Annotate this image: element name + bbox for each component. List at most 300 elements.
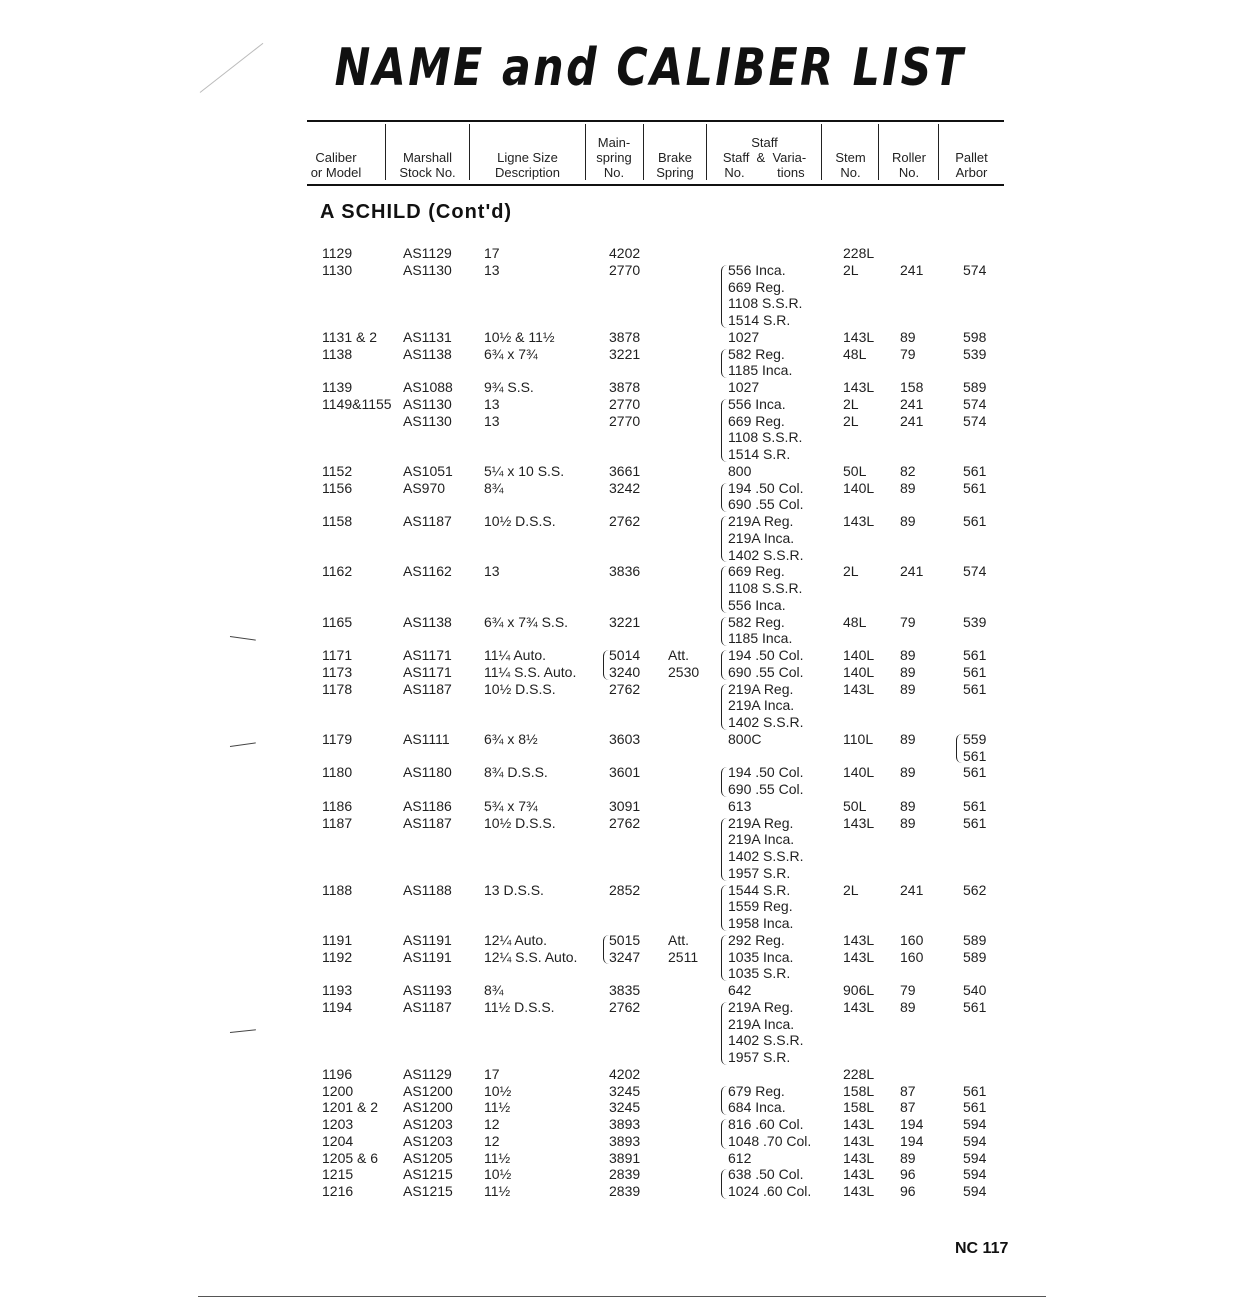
cell-main: 3835 xyxy=(609,982,641,998)
cell-staff: 1559 Reg. xyxy=(728,898,793,915)
cell-stock: AS1138 xyxy=(403,613,452,630)
cell-stock: AS1162 xyxy=(403,563,452,580)
cell-ligne: 11¼ S.S. Auto. xyxy=(484,663,577,680)
page-number: NC 117 xyxy=(955,1240,1009,1257)
brace xyxy=(603,650,609,680)
cell-caliber: 1194 xyxy=(322,998,353,1015)
cell-caliber: 1201 & 2 xyxy=(322,1099,379,1116)
cell-roller: 241 xyxy=(900,261,924,278)
cell-caliber: 1200 xyxy=(322,1082,354,1099)
cell-ligne: 13 xyxy=(484,395,500,412)
cell-staff: 638 .50 Col. xyxy=(728,1166,804,1183)
cell-stock: AS1187 xyxy=(403,513,452,529)
cell-stem: 143L xyxy=(843,1183,875,1199)
cell-main: 5015 xyxy=(609,931,641,948)
cell-main: 2839 xyxy=(609,1166,641,1183)
cell-staff: 800C xyxy=(728,730,762,747)
cell-ligne: 13 D.S.S. xyxy=(484,881,544,898)
cell-caliber: 1188 xyxy=(322,881,353,898)
cell-staff: 292 Reg. xyxy=(728,931,785,948)
cell-main: 2762 xyxy=(609,998,641,1015)
cell-main: 2770 xyxy=(609,412,641,429)
cell-pallet: 561 xyxy=(963,797,987,814)
cell-stock: AS1131 xyxy=(403,328,452,345)
cell-roller: 89 xyxy=(900,730,916,747)
cell-caliber: 1205 & 6 xyxy=(322,1149,379,1166)
brace xyxy=(721,516,727,562)
header-brake-spring xyxy=(643,122,707,182)
header-text: No. tions xyxy=(724,165,805,180)
cell-main: 3891 xyxy=(609,1149,641,1166)
cell-ligne: 6¾ x 7¾ xyxy=(484,345,538,362)
cell-staff: 1544 S.R. xyxy=(728,881,791,898)
cell-pallet: 561 xyxy=(963,479,987,496)
cell-ligne: 10½ D.S.S. xyxy=(484,680,556,697)
cell-roller: 194 xyxy=(900,1116,924,1132)
cell-roller: 87 xyxy=(900,1082,916,1099)
cell-main: 4202 xyxy=(609,245,641,261)
cell-staff: 556 Inca. xyxy=(728,261,786,278)
cell-main: 2762 xyxy=(609,680,641,697)
cell-caliber: 1187 xyxy=(322,814,353,831)
cell-staff: 816 .60 Col. xyxy=(728,1116,804,1132)
cell-staff: 1108 S.S.R. xyxy=(728,429,803,446)
cell-caliber: 1216 xyxy=(322,1183,354,1199)
brace xyxy=(721,617,727,647)
column-separator xyxy=(821,124,822,180)
cell-pallet: 561 xyxy=(963,462,987,479)
cell-pallet: 561 xyxy=(963,764,987,781)
cell-staff: 219A Reg. xyxy=(728,814,794,831)
cell-main: 2770 xyxy=(609,261,641,278)
cell-stock: AS1205 xyxy=(403,1149,453,1166)
header-marshall-stock xyxy=(385,122,470,182)
cell-pallet: 589 xyxy=(963,931,987,948)
cell-main: 3661 xyxy=(609,462,641,479)
cell-staff: 219A Inca. xyxy=(728,697,795,714)
header-text: No. xyxy=(840,165,861,180)
cell-stem: 2L xyxy=(843,395,859,412)
cell-staff: 1402 S.S.R. xyxy=(728,546,804,563)
header-text: Main- xyxy=(597,135,631,150)
header-ligne-size xyxy=(470,122,585,182)
cell-ligne: 11½ xyxy=(484,1099,511,1116)
cell-stock: AS1180 xyxy=(403,764,452,781)
cell-stem: 140L xyxy=(843,663,875,680)
cell-ligne: 11½ xyxy=(484,1183,511,1199)
cell-ligne: 17 xyxy=(484,1065,500,1082)
cell-main: 3245 xyxy=(609,1082,641,1099)
cell-stock: AS1186 xyxy=(403,797,452,814)
cell-caliber: 1173 xyxy=(322,663,353,680)
cell-main: 3221 xyxy=(609,613,641,630)
cell-roller: 89 xyxy=(900,814,916,831)
cell-roller: 79 xyxy=(900,345,916,362)
cell-staff: 1402 S.S.R. xyxy=(728,1032,804,1049)
table-header xyxy=(307,120,1004,186)
cell-roller: 96 xyxy=(900,1166,916,1183)
cell-stock: AS1215 xyxy=(403,1183,453,1199)
cell-stock: AS1200 xyxy=(403,1082,453,1099)
cell-staff: 1024 .60 Col. xyxy=(728,1183,812,1199)
cell-ligne: 10½ D.S.S. xyxy=(484,814,556,831)
cell-staff: 690 .55 Col. xyxy=(728,781,804,797)
cell-stock: AS1138 xyxy=(403,345,452,362)
cell-pallet: 539 xyxy=(963,345,987,362)
cell-stem: 143L xyxy=(843,931,875,948)
header-text: Staff & Varia- xyxy=(722,150,807,165)
cell-main: 2762 xyxy=(609,513,641,529)
cell-stock: AS1203 xyxy=(403,1132,453,1149)
cell-roller: 89 xyxy=(900,479,916,496)
cell-stem: 143L xyxy=(843,379,875,395)
cell-roller: 89 xyxy=(900,1149,916,1166)
cell-staff: 219A Inca. xyxy=(728,831,795,848)
cell-main: 3245 xyxy=(609,1099,641,1116)
cell-main: 2770 xyxy=(609,395,641,412)
cell-roller: 82 xyxy=(900,462,916,479)
cell-caliber: 1165 xyxy=(322,613,353,630)
cell-caliber: 1139 xyxy=(322,379,353,395)
cell-caliber: 1192 xyxy=(322,948,353,965)
cell-pallet: 574 xyxy=(963,412,987,429)
header-stem xyxy=(822,122,879,182)
cell-brake: Att. xyxy=(668,931,690,948)
brace xyxy=(721,566,727,612)
cell-ligne: 5¼ x 10 S.S. xyxy=(484,462,565,479)
header-text: No. xyxy=(603,165,625,180)
cell-pallet: 561 xyxy=(963,647,987,663)
cell-stock: AS1129 xyxy=(403,245,452,261)
cell-main: 2852 xyxy=(609,881,641,898)
cell-roller: 160 xyxy=(900,931,924,948)
cell-stock: AS1129 xyxy=(403,1065,452,1082)
cell-stock: AS1188 xyxy=(403,881,452,898)
header-text: Stem xyxy=(835,150,866,165)
cell-caliber: 1158 xyxy=(322,513,353,529)
column-separator xyxy=(706,124,707,180)
cell-staff: 684 Inca. xyxy=(728,1099,786,1116)
column-separator xyxy=(938,124,939,180)
page-title: NAME and CALIBER LIST xyxy=(334,38,966,98)
cell-caliber: 1138 xyxy=(322,345,353,362)
cell-stem: 143L xyxy=(843,513,875,529)
cell-ligne: 5¾ x 7¾ xyxy=(484,797,538,814)
brace xyxy=(721,818,727,881)
brace xyxy=(721,935,727,981)
cell-pallet: 539 xyxy=(963,613,987,630)
cell-pallet: 561 xyxy=(963,814,987,831)
cell-stock: AS1191 xyxy=(403,948,452,965)
brace xyxy=(721,1086,727,1116)
cell-main: 3601 xyxy=(609,764,641,781)
header-text: spring xyxy=(596,150,632,165)
cell-roller: 241 xyxy=(900,881,924,898)
cell-pallet: 589 xyxy=(963,948,987,965)
header-pallet-arbor xyxy=(939,122,1004,182)
cell-ligne: 6¾ x 8½ xyxy=(484,730,538,747)
cell-roller: 89 xyxy=(900,680,916,697)
brace xyxy=(721,1002,727,1065)
cell-stem: 2L xyxy=(843,261,859,278)
cell-main: 3878 xyxy=(609,379,641,395)
header-roller xyxy=(879,122,939,182)
cell-staff: 219A Reg. xyxy=(728,513,794,529)
cell-stock: AS1193 xyxy=(403,982,452,998)
cell-staff: 1185 Inca. xyxy=(728,630,793,647)
cell-stem: 143L xyxy=(843,1149,875,1166)
cell-roller: 79 xyxy=(900,982,916,998)
cell-roller: 89 xyxy=(900,328,916,345)
cell-staff: 1402 S.S.R. xyxy=(728,848,804,864)
cell-staff: 613 xyxy=(728,797,752,814)
cell-stock: AS1187 xyxy=(403,814,452,831)
cell-ligne: 11½ xyxy=(484,1149,511,1166)
cell-pallet: 574 xyxy=(963,261,987,278)
cell-staff: 556 Inca. xyxy=(728,395,786,412)
cell-stock: AS1171 xyxy=(403,663,452,680)
cell-pallet: 598 xyxy=(963,328,987,345)
cell-stem: 143L xyxy=(843,948,875,965)
cell-pallet: 574 xyxy=(963,563,987,580)
cell-ligne: 12 xyxy=(484,1116,500,1132)
cell-caliber: 1204 xyxy=(322,1132,354,1149)
cell-main: 3242 xyxy=(609,479,641,496)
cell-stem: 143L xyxy=(843,1166,875,1183)
cell-staff: 679 Reg. xyxy=(728,1082,785,1099)
cell-main: 4202 xyxy=(609,1065,641,1082)
cell-staff: 556 Inca. xyxy=(728,596,786,613)
header-text: Arbor xyxy=(955,165,988,180)
cell-staff: 1027 xyxy=(728,328,760,345)
cell-ligne: 12¼ S.S. Auto. xyxy=(484,948,578,965)
cell-staff: 1035 Inca. xyxy=(728,948,794,965)
cell-staff: 219A Reg. xyxy=(728,680,794,697)
cell-stem: 906L xyxy=(843,982,875,998)
cell-stem: 2L xyxy=(843,412,859,429)
cell-main: 3247 xyxy=(609,948,641,965)
cell-pallet: 561 xyxy=(963,513,987,529)
cell-main: 3091 xyxy=(609,797,641,814)
cell-staff: 669 Reg. xyxy=(728,278,785,295)
header-text: Description xyxy=(494,165,561,180)
header-mainspring xyxy=(585,122,643,182)
cell-pallet: 589 xyxy=(963,379,987,395)
cell-ligne: 8¾ xyxy=(484,982,504,998)
cell-staff: 1108 S.S.R. xyxy=(728,295,803,312)
cell-staff: 669 Reg. xyxy=(728,412,785,429)
scan-mark xyxy=(230,742,256,747)
header-text: Spring xyxy=(656,165,694,180)
cell-ligne: 13 xyxy=(484,412,500,429)
cell-roller: 241 xyxy=(900,395,924,412)
cell-pallet: 561 xyxy=(963,747,987,764)
cell-staff: 194 .50 Col. xyxy=(728,479,804,496)
cell-ligne: 10½ xyxy=(484,1082,512,1099)
cell-stock: AS1187 xyxy=(403,998,452,1015)
cell-staff: 1035 S.R. xyxy=(728,965,791,982)
cell-ligne: 9¾ S.S. xyxy=(484,379,534,395)
cell-stem: 228L xyxy=(843,245,875,261)
cell-stem: 2L xyxy=(843,563,859,580)
cell-stem: 140L xyxy=(843,764,875,781)
cell-roller: 79 xyxy=(900,613,916,630)
brace xyxy=(603,935,609,965)
cell-caliber: 1215 xyxy=(322,1166,354,1183)
brace xyxy=(721,650,727,680)
cell-main: 3893 xyxy=(609,1116,641,1132)
section-title: A SCHILD (Cont'd) xyxy=(320,201,513,223)
cell-caliber: 1149&1155 xyxy=(322,395,392,412)
scan-mark xyxy=(230,1029,256,1033)
cell-pallet: 594 xyxy=(963,1132,987,1149)
cell-ligne: 10½ xyxy=(484,1166,512,1183)
cell-staff: 1402 S.S.R. xyxy=(728,714,804,730)
cell-stem: 140L xyxy=(843,647,875,663)
header-text: Ligne Size xyxy=(497,150,558,165)
brace xyxy=(721,1169,727,1199)
cell-stock: AS1191 xyxy=(403,931,452,948)
cell-caliber: 1162 xyxy=(322,563,353,580)
header-text: Caliber xyxy=(315,150,357,165)
cell-ligne: 17 xyxy=(484,245,500,261)
cell-stem: 143L xyxy=(843,814,875,831)
cell-staff: 219A Inca. xyxy=(728,529,795,546)
cell-caliber: 1171 xyxy=(322,647,353,663)
cell-caliber: 1178 xyxy=(322,680,353,697)
cell-staff: 1514 S.R. xyxy=(728,312,791,328)
cell-staff: 690 .55 Col. xyxy=(728,496,804,513)
cell-staff: 1027 xyxy=(728,379,760,395)
cell-caliber: 1156 xyxy=(322,479,353,496)
cell-ligne: 11½ D.S.S. xyxy=(484,998,555,1015)
cell-stock: AS1203 xyxy=(403,1116,453,1132)
cell-roller: 194 xyxy=(900,1132,924,1149)
column-separator xyxy=(643,124,644,180)
cell-staff: 690 .55 Col. xyxy=(728,663,804,680)
cell-caliber: 1179 xyxy=(322,730,353,747)
cell-stock: AS1130 xyxy=(403,412,452,429)
cell-stem: 143L xyxy=(843,998,875,1015)
cell-stock: AS1187 xyxy=(403,680,452,697)
cell-caliber: 1193 xyxy=(322,982,353,998)
cell-caliber: 1203 xyxy=(322,1116,354,1132)
cell-pallet: 561 xyxy=(963,1099,987,1116)
cell-stem: 143L xyxy=(843,328,875,345)
cell-ligne: 6¾ x 7¾ S.S. xyxy=(484,613,569,630)
cell-staff: 1514 S.R. xyxy=(728,446,791,462)
cell-main: 3603 xyxy=(609,730,641,747)
cell-stem: 50L xyxy=(843,797,867,814)
cell-staff: 1957 S.R. xyxy=(728,864,791,881)
cell-pallet: 540 xyxy=(963,982,987,998)
cell-staff: 582 Reg. xyxy=(728,613,785,630)
column-separator xyxy=(585,124,586,180)
header-text: Stock No. xyxy=(399,165,456,180)
cell-pallet: 594 xyxy=(963,1116,987,1132)
scan-mark xyxy=(230,636,256,641)
header-text: Roller xyxy=(892,150,926,165)
cell-staff: 1185 Inca. xyxy=(728,362,793,379)
cell-caliber: 1129 xyxy=(322,245,353,261)
cell-roller: 89 xyxy=(900,513,916,529)
cell-staff: 219A Inca. xyxy=(728,1015,795,1032)
cell-stem: 158L xyxy=(843,1082,875,1099)
cell-pallet: 561 xyxy=(963,680,987,697)
cell-staff: 800 xyxy=(728,462,752,479)
cell-stock: AS1051 xyxy=(403,462,453,479)
cell-ligne: 10½ & 11½ xyxy=(484,328,555,345)
cell-stem: 110L xyxy=(843,730,874,747)
cell-staff: 1958 Inca. xyxy=(728,915,794,931)
cell-ligne: 8¾ xyxy=(484,479,504,496)
cell-roller: 241 xyxy=(900,412,924,429)
cell-stock: AS1111 xyxy=(403,730,450,747)
cell-roller: 89 xyxy=(900,647,916,663)
cell-ligne: 11¼ Auto. xyxy=(484,647,547,663)
column-separator xyxy=(469,124,470,180)
brace xyxy=(721,1119,727,1149)
cell-roller: 96 xyxy=(900,1183,916,1199)
cell-pallet: 561 xyxy=(963,1082,987,1099)
cell-stem: 143L xyxy=(843,1116,875,1132)
cell-ligne: 13 xyxy=(484,261,500,278)
cell-stem: 158L xyxy=(843,1099,875,1116)
cell-stock: AS1171 xyxy=(403,647,452,663)
cell-staff: 669 Reg. xyxy=(728,563,785,580)
cell-main: 3878 xyxy=(609,328,641,345)
cell-roller: 241 xyxy=(900,563,924,580)
header-text: Brake xyxy=(658,150,692,165)
cell-ligne: 12 xyxy=(484,1132,500,1149)
cell-main: 3893 xyxy=(609,1132,641,1149)
cell-caliber: 1180 xyxy=(322,764,353,781)
header-text: Pallet xyxy=(955,150,988,165)
cell-staff: 219A Reg. xyxy=(728,998,794,1015)
cell-pallet: 594 xyxy=(963,1183,987,1199)
cell-stock: AS1088 xyxy=(403,379,453,395)
cell-main: 3240 xyxy=(609,663,641,680)
cell-stock: AS1215 xyxy=(403,1166,453,1183)
cell-stock: AS1130 xyxy=(403,261,452,278)
brace xyxy=(721,684,727,730)
cell-staff: 582 Reg. xyxy=(728,345,785,362)
brace xyxy=(721,885,727,931)
cell-stem: 140L xyxy=(843,479,875,496)
cell-roller: 89 xyxy=(900,998,916,1015)
brace xyxy=(721,767,727,797)
cell-roller: 160 xyxy=(900,948,924,965)
cell-caliber: 1130 xyxy=(322,261,353,278)
brace xyxy=(956,734,962,764)
cell-ligne: 13 xyxy=(484,563,500,580)
cell-brake: 2511 xyxy=(668,948,699,965)
cell-roller: 87 xyxy=(900,1099,916,1116)
header-staff xyxy=(707,122,822,182)
cell-main: 3221 xyxy=(609,345,641,362)
cell-pallet: 574 xyxy=(963,395,987,412)
cell-roller: 158 xyxy=(900,379,924,395)
cell-roller: 89 xyxy=(900,663,916,680)
cell-pallet: 561 xyxy=(963,663,987,680)
cell-pallet: 561 xyxy=(963,998,987,1015)
cell-stock: AS970 xyxy=(403,479,446,496)
cell-pallet: 562 xyxy=(963,881,987,898)
cell-main: 5014 xyxy=(609,647,641,663)
header-text: Staff xyxy=(751,135,778,150)
column-separator xyxy=(878,124,879,180)
cell-main: 2839 xyxy=(609,1183,641,1199)
